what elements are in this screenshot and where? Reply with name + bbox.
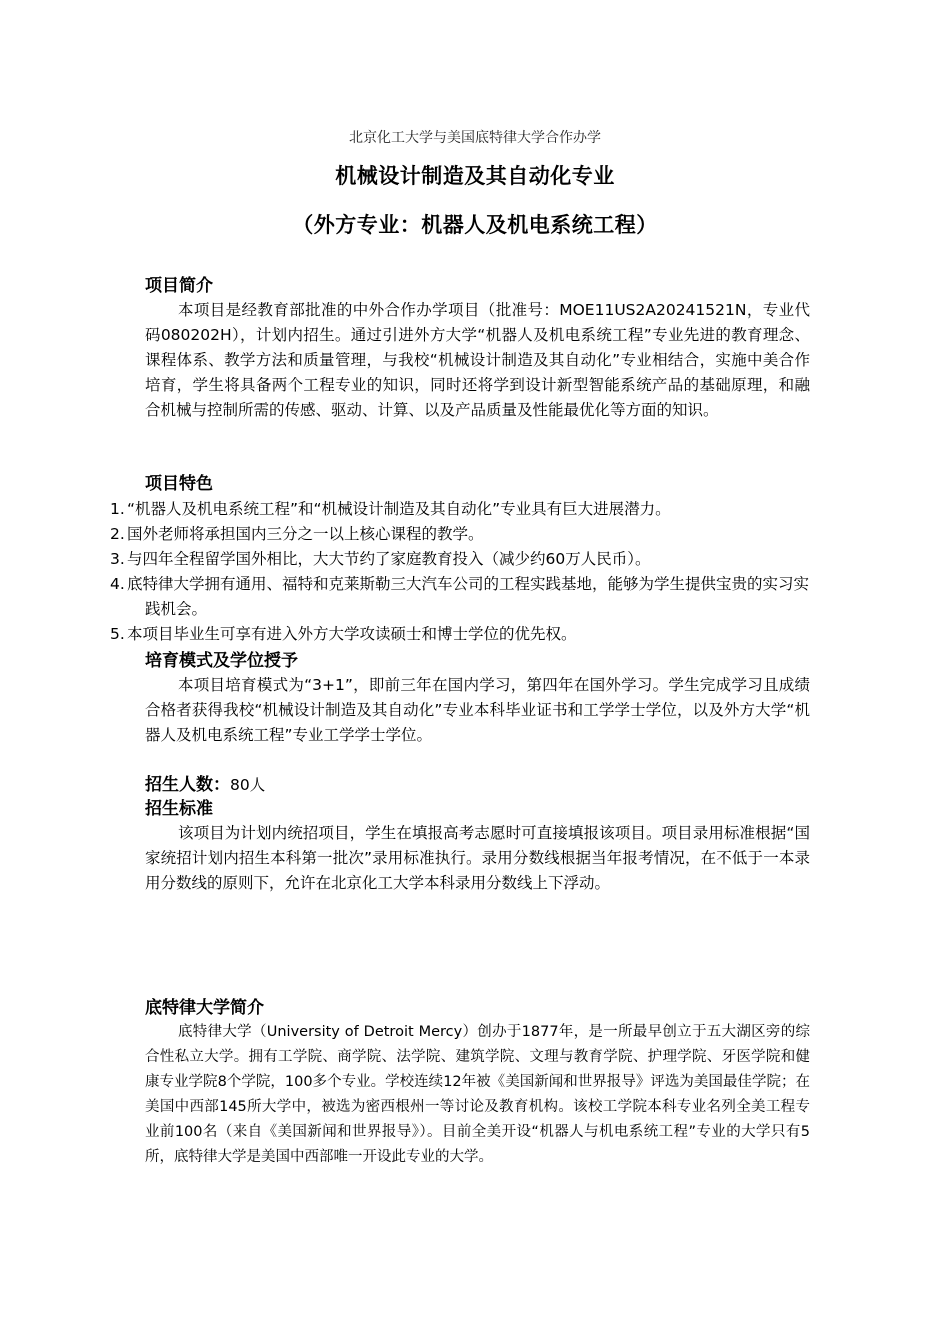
standard-heading: 招生标准 — [145, 799, 213, 819]
intro-heading: 项目简介 — [145, 276, 213, 296]
page-header: 北京化工大学与美国底特律大学合作办学 — [349, 130, 601, 146]
standard-section — [145, 797, 810, 896]
mode-heading: 培育模式及学位授予 — [145, 651, 298, 671]
list-item — [110, 622, 810, 647]
page-title: 机械设计制造及其自动化专业 — [335, 164, 615, 188]
enrollment-row — [145, 773, 810, 797]
detroit-heading: 底特律大学简介 — [145, 998, 264, 1018]
list-item — [110, 497, 810, 522]
mode-section — [145, 649, 810, 748]
standard-body: 该项目为计划内统招项目，学生在填报高考志愿时可直接填报该项目。项目录用标准根据“国家统招计划内招生本科第一批次”录用标准执行。录用分数线根据当年报考情况，在不低于一本录用分数线的原则下，允许在北京化工大学本科录用分数线上下浮动。 — [145, 824, 810, 892]
list-text: “机器人及机电系统工程”和“机械设计制造及其自动化”专业具有巨大进展潜力。 — [127, 500, 671, 518]
list-number: 2. — [110, 525, 125, 543]
enrollment-value: 80人 — [230, 776, 266, 794]
mode-body: 本项目培育模式为“3+1”，即前三年在国内学习，第四年在国外学习。学生完成学习且成绩合格者获得我校“机械设计制造及其自动化”专业本科毕业证书和工学学士学位，以及外方大学“机器人及机电系统工程”专业工学学士学位。 — [145, 676, 810, 744]
list-text: 与四年全程留学国外相比，大大节约了家庭教育投入（减少约60万人民币）。 — [127, 550, 651, 568]
page-subtitle: （外方专业：机器人及机电系统工程） — [292, 213, 658, 237]
list-item — [110, 547, 810, 572]
features-list — [110, 497, 810, 647]
enrollment-label: 招生人数： — [145, 775, 230, 795]
list-item — [110, 572, 810, 622]
features-section — [145, 472, 810, 496]
detroit-section — [145, 996, 810, 1170]
list-text: 国外老师将承担国内三分之一以上核心课程的教学。 — [127, 525, 484, 543]
list-item — [110, 522, 810, 547]
intro-body: 本项目是经教育部批准的中外合作办学项目（批准号：MOE11US2A20241521N，专业代码080202H），计划内招生。通过引进外方大学“机器人及机电系统工程”专业先进的教育理念、课程体系、教学方法和质量管理，与我校“机械设计制造及其自动化”专业相结合，实施中美合作培育，学生将具备两个工程专业的知识，同时还将学到设计新型智能系统产品的基础原理，和融合机械与控制所需的传感、驱动、计算、以及产品质量及性能最优化等方面的知识。 — [145, 301, 810, 419]
list-number: 3. — [110, 550, 125, 568]
list-number: 5. — [110, 625, 125, 643]
list-number: 1. — [110, 500, 125, 518]
detroit-body: 底特律大学（University of Detroit Mercy）创办于1877年，是一所最早创立于五大湖区旁的综合性私立大学。拥有工学院、商学院、法学院、建筑学院、文理与教育学院、护理学院、牙医学院和健康专业学院8个学院，100多个专业。学校连续12年被《美国新闻和世界报导》评选为美国最佳学院；在美国中西部145所大学中，被选为密西根州一等讨论及教育机构。该校工学院本科专业名列全美工程专业前100名（来自《美国新闻和世界报导》）。目前全美开设“机器人与机电系统工程”专业的大学只有5所，底特律大学是美国中西部唯一开设此专业的大学。 — [145, 1024, 810, 1165]
intro-section — [145, 274, 810, 423]
features-heading: 项目特色 — [145, 474, 213, 494]
list-number: 4. — [110, 575, 125, 593]
list-text: 本项目毕业生可享有进入外方大学攻读硕士和博士学位的优先权。 — [127, 625, 577, 643]
list-text: 底特律大学拥有通用、福特和克莱斯勒三大汽车公司的工程实践基地，能够为学生提供宝贵的实习实践机会。 — [127, 575, 810, 618]
